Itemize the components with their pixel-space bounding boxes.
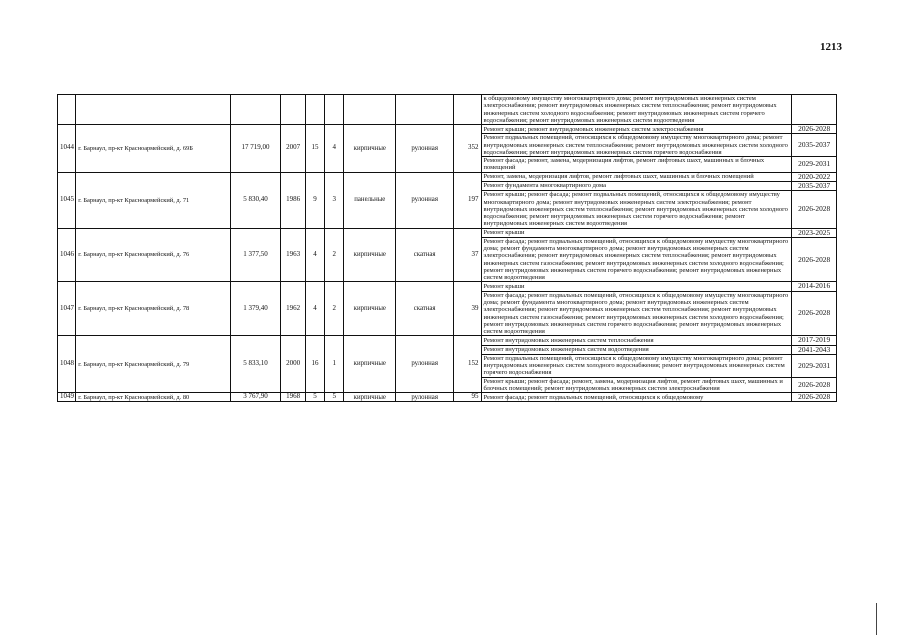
house-area (230, 95, 281, 125)
house-number: 1044 (58, 125, 76, 173)
house-floors (305, 95, 324, 125)
house-roof-type: рулонная (396, 336, 454, 393)
house-year (281, 95, 305, 125)
house-area: 1 379,40 (230, 282, 281, 336)
house-entrances: 5 (325, 393, 344, 402)
house-roof-type (396, 95, 454, 125)
house-address: г. Барнаул, пр-кт Красноармейский, д. 76 (76, 228, 230, 282)
house-year: 1962 (281, 282, 305, 336)
repair-works: Ремонт крыши (481, 282, 792, 291)
house-entrances: 3 (325, 172, 344, 228)
repair-period: 2026-2028 (792, 291, 837, 336)
house-area: 1 377,50 (230, 228, 281, 282)
table-row (58, 172, 837, 181)
table-row (58, 336, 837, 345)
house-number: 1046 (58, 228, 76, 282)
scan-artifact-line (876, 603, 877, 635)
house-wall-material: кирпичные (344, 336, 396, 393)
repair-works: Ремонт крыши (481, 228, 792, 237)
house-address (76, 95, 230, 125)
house-year: 2007 (281, 125, 305, 173)
house-wall-material: кирпичные (344, 125, 396, 173)
house-number: 1048 (58, 336, 76, 393)
house-number: 1045 (58, 172, 76, 228)
house-count: 39 (454, 282, 481, 336)
repair-period: 2026-2028 (792, 125, 837, 134)
repair-works: к общедомовому имуществу многоквартирного дома; ремонт внутридомовых инженерных систем электроснабжения; ремонт внутридомовых инженерных систем теплоснабжения; ремонт внутридомовых инженерных систем холодного водоснабжения; ремонт внутридомовых инженерных систем горячего водоснабжения; ремонт внутридомовых инженерных систем водоотведения (481, 95, 792, 125)
capital-repair-table (57, 94, 837, 402)
repair-works: Ремонт фасада; ремонт подвальных помещений, относящихся к общедомовому имуществу многоквартирного дома; ремонт фундамента многоквартирного дома; ремонт внутридомовых инженерных систем электроснабжения; ремонт внутридомовых инженерных систем теплоснабжения; ремонт внутридомовых инженерных систем газоснабжения; ремонт внутридомовых инженерных систем холодного водоснабжения; ремонт внутридомовых инженерных систем горячего водоснабжения; ремонт внутридомовых инженерных систем водоотведения (481, 291, 792, 336)
repair-works: Ремонт фасада; ремонт, замена, модернизация лифтов, ремонт лифтовых шахт, машинных и блочных помещений (481, 157, 792, 173)
house-count: 95 (454, 393, 481, 402)
house-year: 1968 (281, 393, 305, 402)
house-count: 352 (454, 125, 481, 173)
house-floors: 15 (305, 125, 324, 173)
house-year: 2000 (281, 336, 305, 393)
repair-period: 2014-2016 (792, 282, 837, 291)
house-entrances: 2 (325, 228, 344, 282)
house-address: г. Барнаул, пр-кт Красноармейский, д. 69Б (76, 125, 230, 173)
house-floors: 4 (305, 282, 324, 336)
house-area: 5 830,40 (230, 172, 281, 228)
repair-period: 2026-2028 (792, 393, 837, 402)
house-roof-type: рулонная (396, 393, 454, 402)
house-roof-type: рулонная (396, 125, 454, 173)
house-number (58, 95, 76, 125)
house-address: г. Барнаул, пр-кт Красноармейский, д. 79 (76, 336, 230, 393)
house-number: 1049 (58, 393, 76, 402)
table-row (58, 282, 837, 291)
repair-period: 2035-2037 (792, 134, 837, 157)
repair-works: Ремонт подвальных помещений, относящихся к общедомовому имуществу многоквартирного дома; ремонт внутридомовых инженерных систем теплоснабжения; ремонт внутридомовых инженерных систем холодного водоснабжения; ремонт внутридомовых инженерных систем горячего водоснабжения (481, 134, 792, 157)
house-number: 1047 (58, 282, 76, 336)
repair-period: 2026-2028 (792, 191, 837, 228)
house-roof-type: скатная (396, 282, 454, 336)
house-year: 1986 (281, 172, 305, 228)
repair-period (792, 95, 837, 125)
house-entrances: 4 (325, 125, 344, 173)
house-wall-material: кирпичные (344, 282, 396, 336)
house-area: 17 719,00 (230, 125, 281, 173)
table-body (58, 95, 837, 402)
table-row (58, 228, 837, 237)
house-floors: 5 (305, 393, 324, 402)
table-row (58, 393, 837, 402)
repair-period: 2041-2043 (792, 345, 837, 354)
house-wall-material: панельные (344, 172, 396, 228)
repair-works: Ремонт крыши; ремонт фасада; ремонт подвальных помещений, относящихся к общедомовому имуществу многоквартирного дома; ремонт внутридомовых инженерных систем электроснабжения; ремонт внутридомовых инженерных систем теплоснабжения; ремонт внутридомовых инженерных систем холодного водоснабжения; ремонт внутридомовых инженерных систем горячего водоснабжения; ремонт внутридомовых инженерных систем водоотведения (481, 191, 792, 228)
house-entrances (325, 95, 344, 125)
house-entrances: 1 (325, 336, 344, 393)
house-wall-material: кирпичные (344, 393, 396, 402)
house-count: 37 (454, 228, 481, 282)
house-entrances: 2 (325, 282, 344, 336)
house-address: г. Барнаул, пр-кт Красноармейский, д. 80 (76, 393, 230, 402)
house-count (454, 95, 481, 125)
house-count: 152 (454, 336, 481, 393)
repair-works: Ремонт крыши; ремонт фасада; ремонт, замена, модернизация лифтов, ремонт лифтовых шахт, машинных и блочных помещений; ремонт внутридомовых инженерных систем электроснабжения (481, 377, 792, 393)
repair-works: Ремонт подвальных помещений, относящихся к общедомовому имуществу многоквартирного дома; ремонт внутридомовых инженерных систем холодного водоснабжения; ремонт внутридомовых инженерных систем горячего водоснабжения (481, 354, 792, 377)
house-roof-type: скатная (396, 228, 454, 282)
repair-period: 2026-2028 (792, 377, 837, 393)
house-roof-type: рулонная (396, 172, 454, 228)
house-floors: 16 (305, 336, 324, 393)
repair-period: 2017-2019 (792, 336, 837, 345)
repair-works: Ремонт крыши; ремонт внутридомовых инженерных систем электроснабжения (481, 125, 792, 134)
table-row (58, 125, 837, 134)
repair-period: 2035-2037 (792, 181, 837, 190)
house-floors: 9 (305, 172, 324, 228)
repair-works: Ремонт, замена, модернизация лифтов, ремонт лифтовых шахт, машинных и блочных помещений (481, 172, 792, 181)
repair-works: Ремонт фасада; ремонт подвальных помещений, относящихся к общедомовому имуществу многоквартирного дома; ремонт фундамента многоквартирного дома; ремонт внутридомовых инженерных систем электроснабжения; ремонт внутридомовых инженерных систем теплоснабжения; ремонт внутридомовых инженерных систем газоснабжения; ремонт внутридомовых инженерных систем холодного водоснабжения; ремонт внутридомовых инженерных систем горячего водоснабжения; ремонт внутридомовых инженерных систем водоотведения (481, 237, 792, 282)
repair-works: Ремонт фундамента многоквартирного дома (481, 181, 792, 190)
house-floors: 4 (305, 228, 324, 282)
repair-period: 2029-2031 (792, 157, 837, 173)
repair-works: Ремонт внутридомовых инженерных систем водоотведения (481, 345, 792, 354)
house-wall-material (344, 95, 396, 125)
repair-works: Ремонт внутридомовых инженерных систем теплоснабжения (481, 336, 792, 345)
repair-period: 2029-2031 (792, 354, 837, 377)
repair-works: Ремонт фасада; ремонт подвальных помещений, относящихся к общедомовому (481, 393, 792, 402)
house-wall-material: кирпичные (344, 228, 396, 282)
house-address: г. Барнаул, пр-кт Красноармейский, д. 78 (76, 282, 230, 336)
house-address: г. Барнаул, пр-кт Красноармейский, д. 71 (76, 172, 230, 228)
house-count: 197 (454, 172, 481, 228)
house-year: 1963 (281, 228, 305, 282)
house-area: 3 767,90 (230, 393, 281, 402)
table-row (58, 95, 837, 125)
repair-period: 2020-2022 (792, 172, 837, 181)
page-number: 1213 (820, 41, 842, 53)
house-area: 5 833,10 (230, 336, 281, 393)
repair-period: 2023-2025 (792, 228, 837, 237)
repair-period: 2026-2028 (792, 237, 837, 282)
